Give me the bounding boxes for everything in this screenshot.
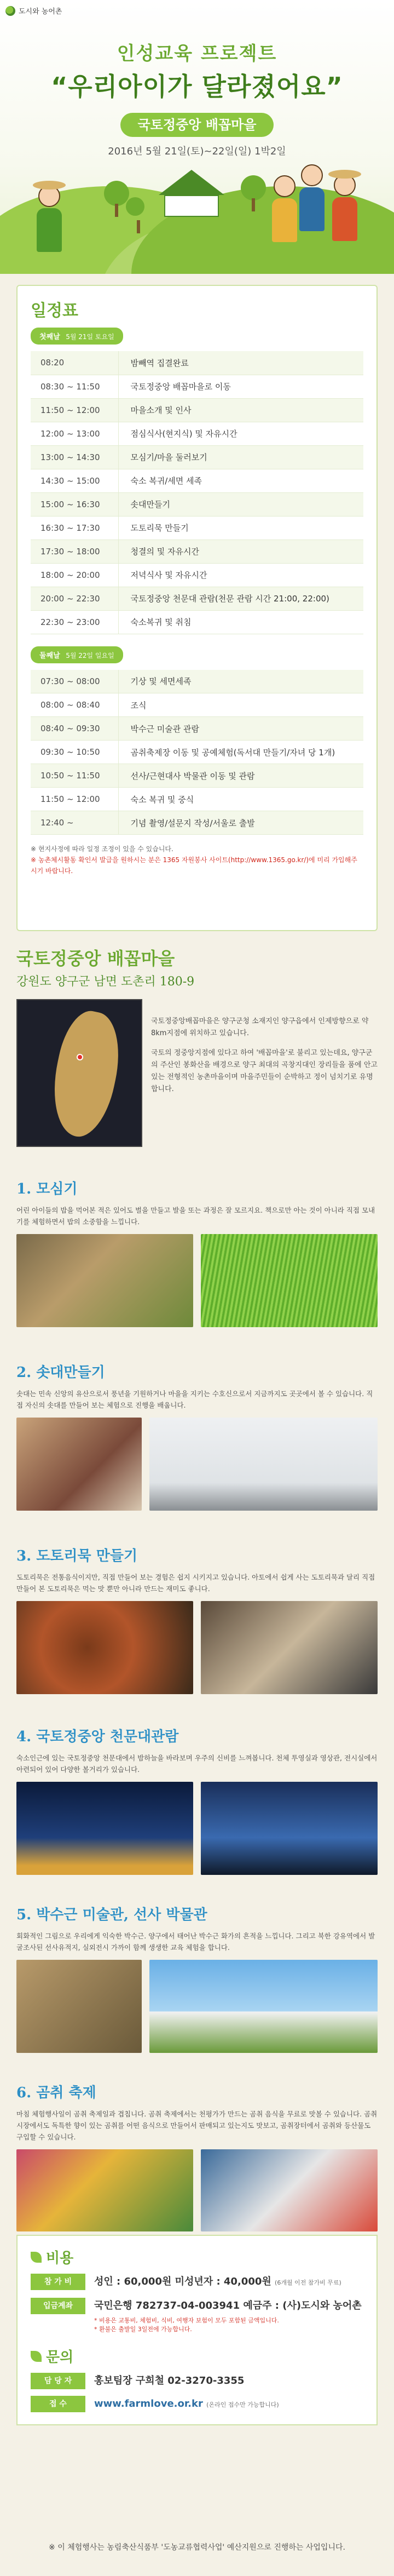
activity-title: 5. 박수근 미술관, 선사 박물관: [16, 1907, 207, 1923]
activity-description: 어린 아이들의 밥을 먹어본 적은 있어도 벌을 만들고 발을 또는 과정은 잘 모르지요. 책으로만 아는 것이 아니라 직접 모내기를 체험하면서 밥의 소중함을 느낍니다.: [16, 1206, 375, 1226]
schedule-row: [31, 693, 363, 717]
activity-title: 1. 모심기: [16, 1181, 78, 1197]
tree-illustration: [104, 181, 129, 206]
activity-acorn-jelly: [16, 1545, 378, 1694]
schedule-time: 18:00 ~ 20:00: [31, 563, 118, 587]
schedule-time: 16:30 ~ 17:30: [31, 516, 118, 540]
village-title: 국토정중앙 배꼽마을: [16, 948, 175, 969]
schedule-row: [31, 811, 363, 835]
day1-date: 5월 21일 토요일: [66, 333, 114, 341]
village-section: [16, 945, 378, 1147]
schedule-time: 07:30 ~ 08:00: [31, 670, 118, 693]
family-illustration: [301, 164, 325, 231]
schedule-row: [31, 788, 363, 811]
activity-photo: [201, 1601, 378, 1694]
schedule-activity: 기념 촬영/설문지 작성/서울로 출발: [118, 811, 363, 835]
logo[interactable]: [5, 5, 62, 16]
schedule-notes: [31, 844, 363, 876]
schedule-activity: 조식: [118, 693, 363, 717]
schedule-activity: 곰취축제장 이동 및 공예체험(독서대 만들기/자녀 당 1개): [118, 741, 363, 764]
schedule-title: 일정표: [31, 301, 78, 320]
activity-description: 회화적인 그림으로 우리에게 익숙한 박수근. 양구에서 태어난 박수근 화가의 흔적을 느낍니다. 그리고 북한 강유역에서 발굴조사된 선사유적지, 실외전시 가까이 함께 생생한 교육 체험을 합니다.: [16, 1932, 375, 1952]
house-illustration: [164, 170, 219, 214]
day2-badge: [31, 646, 123, 663]
schedule-time: 12:00 ~ 13:00: [31, 422, 118, 445]
village-map: [16, 999, 142, 1147]
activity-photo: [149, 1960, 378, 2053]
schedule-row: [31, 492, 363, 516]
tree-illustration: [241, 175, 266, 200]
account-note: * 비용은 교통비, 체험비, 식비, 여행자 보험이 모두 포함된 금액입니다.: [94, 2317, 279, 2324]
schedule-row: [31, 764, 363, 788]
activity-photo: [16, 1601, 193, 1694]
logo-text: 도시와 농어촌: [19, 8, 62, 16]
schedule-row: [31, 516, 363, 540]
schedule-note: ※ 현지사정에 따라 일정 조정이 있을 수 있습니다.: [31, 845, 173, 853]
activity-photo: [149, 1418, 378, 1511]
schedule-activity: 점심식사(현지식) 및 자유시간: [118, 422, 363, 445]
manager-label: 담 당 자: [31, 2373, 85, 2389]
schedule-time: 15:00 ~ 16:30: [31, 492, 118, 516]
schedule-row: [31, 469, 363, 492]
map-marker-icon: [77, 1054, 83, 1060]
activity-description: 솟대는 민속 신앙의 유산으로서 풍년을 기원하거나 마을을 지키는 수호신으로서 지금까지도 곳곳에서 볼 수 있습니다. 직접 자신의 솟대를 만들어 보는 체험으로 진행을 배웁니다.: [16, 1390, 373, 1409]
fee-note: (6개월 이전 참가비 무료): [275, 2279, 341, 2286]
schedule-row: [31, 741, 363, 764]
cost-heading: 비용: [46, 2250, 74, 2267]
schedule-time: 11:50 ~ 12:00: [31, 398, 118, 422]
hero-subtitle: 인성교육 프로젝트: [117, 43, 277, 65]
schedule-time: 12:40 ~: [31, 811, 118, 835]
activity-title: 3. 도토리묵 만들기: [16, 1548, 138, 1564]
account-number: 국민은행 782737-04-003941 예금주 : (사)도시와 농어촌: [94, 2300, 362, 2311]
schedule-time: 22:30 ~ 23:00: [31, 610, 118, 634]
schedule-row: [31, 587, 363, 610]
info-section: [16, 2235, 378, 2425]
schedule-activity: 청결의 및 자유시간: [118, 540, 363, 563]
schedule-time: 14:30 ~ 15:00: [31, 469, 118, 492]
schedule-activity: 저녁식사 및 자유시간: [118, 563, 363, 587]
apply-label: 접 수: [31, 2396, 85, 2412]
day1-label: 첫째날: [39, 333, 60, 341]
activity-description: 도토리묵은 전통음식이지만, 직접 만들어 보는 경험은 쉽지 시키지고 있습니다. 아토에서 쉽게 사는 도토리묵과 달리 직접 만들어 본 도토리묵은 먹는 맛 뿐만 아니라 만드는 재미도 좋니다.: [16, 1573, 375, 1593]
schedule-time: 08:30 ~ 11:50: [31, 375, 118, 398]
fee-amount: 성인 : 60,000원 미성년자 : 40,000원: [94, 2276, 271, 2287]
fee-value: [85, 2274, 341, 2291]
schedule-time: 20:00 ~ 22:30: [31, 587, 118, 610]
apply-note: (온라인 접수만 가능합니다): [206, 2401, 279, 2408]
activity-title: 2. 솟대만들기: [16, 1364, 105, 1381]
fee-label: 참 가 비: [31, 2274, 85, 2290]
schedule-activity: 숙소 복귀/세면 세족: [118, 469, 363, 492]
activity-rice-planting: [16, 1178, 378, 1327]
apply-link[interactable]: www.farmlove.or.kr: [94, 2398, 203, 2409]
activity-photo: [16, 1782, 193, 1875]
schedule-row: [31, 422, 363, 445]
activity-photo: [16, 1234, 193, 1327]
account-note: * 환불은 출발일 3일전에 가능합니다.: [94, 2326, 192, 2333]
activity-sotdae: [16, 1361, 378, 1511]
schedule-time: 17:30 ~ 18:00: [31, 540, 118, 563]
schedule-time: 08:40 ~ 09:30: [31, 717, 118, 741]
activity-photo: [16, 1418, 142, 1511]
account-value: [85, 2298, 362, 2334]
activity-description: 숙소인근에 있는 국토정중앙 천문대에서 밤하늘을 바라보며 우주의 신비를 느껴봅니다. 천체 투영실과 영상관, 전시실에서 아련되어 있어 다양한 볼거리가 있습니다.: [16, 1754, 378, 1774]
activity-photo: [201, 2149, 378, 2231]
leaf-icon: [31, 2252, 42, 2263]
schedule-row: [31, 445, 363, 469]
activity-title: 6. 곰취 축제: [16, 2085, 96, 2101]
village-address: 강원도 양구군 남면 도촌리 180-9: [16, 975, 195, 989]
schedule-activity: 모심기/마을 둘러보기: [118, 445, 363, 469]
schedule-activity: 솟대만들기: [118, 492, 363, 516]
schedule-row: [31, 563, 363, 587]
schedule-activity: 마을소개 및 인사: [118, 398, 363, 422]
schedule-section: [16, 285, 378, 931]
schedule-time: 13:00 ~ 14:30: [31, 445, 118, 469]
logo-icon: [5, 6, 15, 16]
activity-title: 4. 국토정중앙 천문대관람: [16, 1729, 179, 1745]
day1-table: [31, 351, 363, 634]
schedule-time: 10:50 ~ 11:50: [31, 764, 118, 788]
activity-gomchwi-festival: [16, 2081, 378, 2231]
day2-label: 둘째날: [39, 651, 60, 660]
apply-value: [85, 2396, 279, 2413]
schedule-row: [31, 717, 363, 741]
schedule-row: [31, 375, 363, 398]
activity-photo: [201, 1234, 378, 1327]
schedule-activity: 도토리묵 만들기: [118, 516, 363, 540]
schedule-row: [31, 540, 363, 563]
hero-banner: [0, 0, 394, 274]
schedule-activity: 숙소 복귀 및 중식: [118, 788, 363, 811]
family-illustration: [274, 175, 297, 242]
schedule-row: [31, 610, 363, 634]
schedule-time: 09:30 ~ 10:50: [31, 741, 118, 764]
schedule-activity: 국토정중앙 배꼽마을로 이동: [118, 375, 363, 398]
schedule-row: [31, 351, 363, 375]
manager-value: 홍보팀장 구희철 02-3270-3355: [94, 2375, 245, 2386]
schedule-activity: 기상 및 세면세족: [118, 670, 363, 693]
footer-note: ※ 이 체험행사는 농림축산식품부 '도농교류협력사업' 예산지원으로 진행하는 사업입니다.: [49, 2543, 345, 2552]
hero-date: 2016년 5월 21일(토)~22일(일) 1박2일: [108, 146, 286, 157]
farmer-illustration: [334, 170, 361, 241]
activity-photo: [201, 1782, 378, 1875]
schedule-activity: 선사/근현대사 박물관 이동 및 관람: [118, 764, 363, 788]
schedule-activity: 숙소복귀 및 취침: [118, 610, 363, 634]
activity-description: 마침 체험행사일이 곰취 축제일과 겹칩니다. 곰취 축제에서는 천평가가 만드는 곰취 음식을 무료로 맛볼 수 있습니다. 곰취시장에서도 독특한 향이 있는 곰취를 어떤 음식으로 만들어서 판매되고 있는지도 맛보고, 곰취장터에서 곰취와 등산물도 구입할 수 있습니다.: [16, 2110, 378, 2141]
day2-date: 5월 22일 일요일: [66, 651, 114, 659]
hero-badge: 국토정중앙 배꼽마을: [120, 113, 274, 137]
farmer-illustration: [38, 181, 66, 252]
activity-museum: [16, 1903, 378, 2053]
inquiry-heading: 문의: [46, 2349, 74, 2366]
village-description: 국토의 정중앙지점에 있다고 하여 '배꼽마을'로 불리고 있는데요, 양구군의 주산인 봉화산을 배경으로 양구 최대의 곡창지대인 장리들을 품에 안고 있는 전형적인 농촌마을이며 마을주민들이 순박하고 정이 넘치기로 유명합니다.: [151, 1049, 378, 1093]
day2-table: [31, 670, 363, 835]
schedule-activity: 밤빼역 집결완료: [118, 351, 363, 375]
schedule-note: ※ 농촌체시활동 확인서 발급을 원하시는 분은 1365 자원봉사 사이트(http://www.1365.go.kr/)에 미리 가입해주시기 바랍니다.: [31, 856, 357, 875]
activity-observatory: [16, 1725, 378, 1875]
hero-title: “우리아이가 달라졌어요”: [51, 72, 343, 101]
village-description: 국토정중앙배꼽마을은 양구군청 소재지인 양구읍에서 인제방향으로 약 8km지점에 위치하고 있습니다.: [151, 1017, 369, 1037]
schedule-row: [31, 670, 363, 693]
schedule-activity: 박수근 미술관 관람: [118, 717, 363, 741]
activity-photo: [16, 2149, 193, 2231]
schedule-time: 08:00 ~ 08:40: [31, 693, 118, 717]
schedule-row: [31, 398, 363, 422]
activity-photo: [16, 1960, 142, 2053]
schedule-time: 11:50 ~ 12:00: [31, 788, 118, 811]
day1-badge: [31, 328, 123, 345]
schedule-activity: 국토정중앙 천문대 관람(천문 관람 시간 21:00, 22:00): [118, 587, 363, 610]
leaf-icon: [31, 2351, 42, 2362]
account-label: 입금계좌: [31, 2298, 85, 2314]
schedule-time: 08:20: [31, 351, 118, 375]
tree-illustration: [126, 197, 144, 216]
